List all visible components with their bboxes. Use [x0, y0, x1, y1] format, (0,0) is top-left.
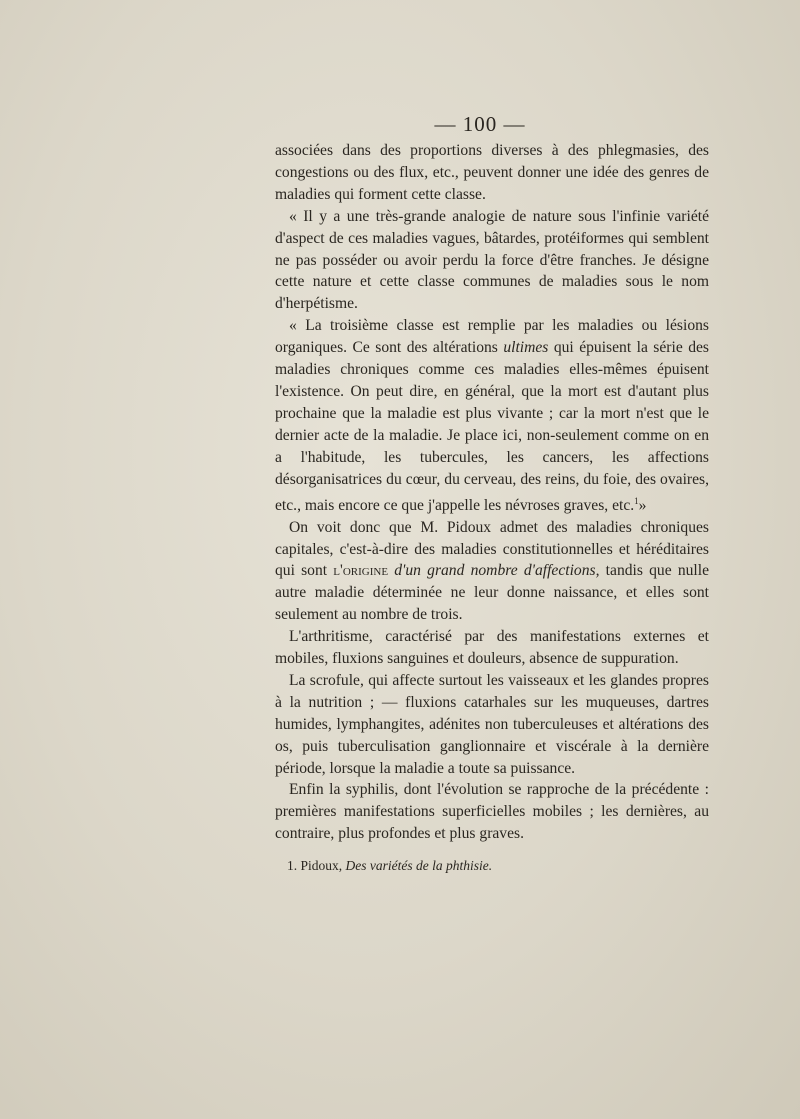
footnote-author: Pidoux, — [300, 858, 343, 873]
paragraph-3 — [275, 315, 709, 516]
paragraph-6 — [275, 670, 709, 780]
paragraph-5 — [275, 626, 709, 670]
italic-phrase: d'un grand nombre d'affections, — [388, 562, 600, 580]
paragraph-text: L'arthritisme, caractérisé par des manifestations externes et mobiles, fluxions sanguines et douleurs, absence de suppuration. — [275, 628, 709, 668]
body-text — [275, 140, 709, 845]
paragraph-text: associées dans des proportions diverses à des phlegmasies, des congestions ou des flux, etc., peuvent donner une idée des genres de maladies qui forment cette classe. — [275, 142, 709, 203]
paragraph-1 — [275, 140, 709, 206]
paragraph-text: « La troisième classe est remplie par les maladies ou lésions organiques. Ce sont des altérations — [275, 317, 709, 357]
footnote — [287, 858, 707, 874]
paragraph-7 — [275, 779, 709, 845]
footnote-reference: 1 — [634, 495, 639, 506]
closing-quote: » — [638, 496, 647, 514]
italic-word: ultimes — [503, 339, 549, 357]
page-number: — 100 — — [434, 112, 526, 136]
paragraph-text: « Il y a une très-grande analogie de nature sous l'infinie variété d'aspect de ces maladies vagues, bâtardes, protéiformes qui semblent ne pas posséder ou avoir perdu la force d'être franches. Je désigne cette nature et cette classe communes de maladies sous le nom d'herpétisme. — [275, 207, 709, 313]
paragraph-text: On voit donc que M. Pidoux admet des maladies chroniques capitales, c'est-à-dire des maladies constitutionnelles et héréditaires qui sont — [275, 518, 709, 580]
paragraph-4 — [275, 517, 709, 627]
paragraph-text: tandis que nulle autre maladie déterminée ne leur donne naissance, et elles sont seulement au nombre de trois. — [275, 562, 709, 624]
paragraph-text: Enfin la syphilis, dont l'évolution se rapproche de la précédente : premières manifestations superficielles mobiles ; les dernières, au contraire, plus profondes et plus graves. — [275, 781, 709, 843]
footnote-number: 1. — [287, 858, 298, 873]
paragraph-text: qui épuisent la série des maladies chroniques comme ces maladies elles-mêmes épuisent l'existence. On peut dire, en général, que la mort est d'autant plus prochaine que la maladie est plus vivante ; car la mort n'est que le dernier acte de la maladie. Je place ici, non-seulement comme on en a l'habitude, les tubercules, les cancers, les affections désorganisatrices du cœur, du cerveau, des reins, du foie, des ovaires, etc., mais encore ce que j'appelle les névroses graves, etc. — [275, 339, 709, 514]
paragraph-2 — [275, 206, 709, 316]
smallcaps-word: l'origine — [333, 562, 389, 580]
paragraph-text: La scrofule, qui affecte surtout les vaisseaux et les glandes propres à la nutrition ; — fluxions catarhales sur les muqueuses, dartres humides, lymphangites, adénites non tuberculeuses et altérations des os, puis tuberculisation ganglionnaire et viscérale à la dernière période, lorsque la maladie a toute sa puissance. — [275, 671, 709, 777]
footnote-title: Des variétés de la phthisie. — [345, 858, 493, 873]
